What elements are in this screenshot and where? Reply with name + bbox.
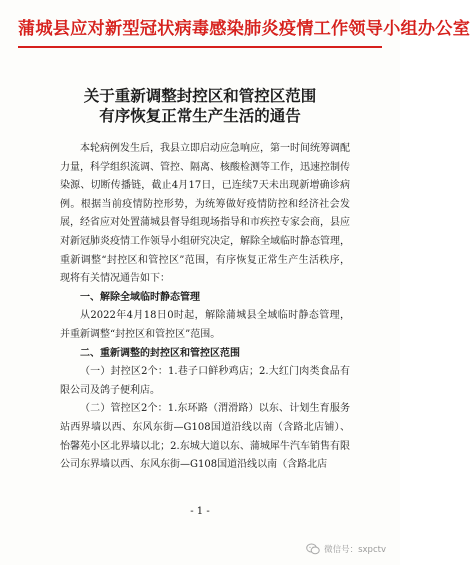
section-2-sealed-areas: （一）封控区2个：1.巷子口鲜秒鸡店；2.大红门肉类食品有限公司及鸽子便利店。: [60, 366, 350, 396]
section-2-heading: 二、重新调整的封控区和管控区范围: [80, 347, 240, 359]
page-number: - 1 -: [190, 506, 210, 517]
wechat-watermark: [306, 543, 386, 555]
notice-title-line-2: 有序恢复正常生产生活的通告: [99, 107, 301, 125]
section-2-controlled-areas: （二）管控区2个：1.东环路（渭滑路）以东、计划生育服务站西界墙以西、东风东街—G108国道沿线以南（含路北店铺）、怡馨苑小区北界墙以北；2.东城大道以东、蒲城犀牛汽车销售有限公司东界墙以西、东风东街—G108国道沿线以南（含路北店: [60, 403, 350, 471]
notice-title-line-1: 关于重新调整封控区和管控区范围: [83, 87, 317, 105]
notice-body: [60, 140, 350, 475]
wechat-icon: [306, 543, 320, 555]
section-1-text: 从2022年4月18日0时起，解除蒲城县全域临时静态管理，并重新调整“封控区和管控区”范围。: [60, 310, 350, 340]
intro-paragraph: 本轮病例发生后，我县立即启动应急响应，第一时间统筹调配力量，科学组织流调、管控、隔离、核酸检测等工作，迅速控制传染源、切断传播链，截止4月17日，已连续7天未出现新增确诊病例。根据当前疫情防控形势，为统筹做好疫情防控和经济社会发展，经省应对处置蒲城县督导组现场指导和市疾控专家会商，县应对新冠肺炎疫情工作领导小组研究决定，解除全域临时静态管理，重新调整“封控区和管控区”范围，有序恢复正常生产生活秩序，现将有关情况通告如下：: [60, 143, 350, 285]
watermark-text: 微信号：sxpctv: [324, 545, 386, 555]
section-1-heading: 一、解除全域临时静态管理: [80, 291, 200, 303]
issuing-office-header: 蒲城县应对新型冠状病毒感染肺炎疫情工作领导小组办公室: [18, 19, 470, 39]
red-divider-line: [18, 46, 382, 48]
